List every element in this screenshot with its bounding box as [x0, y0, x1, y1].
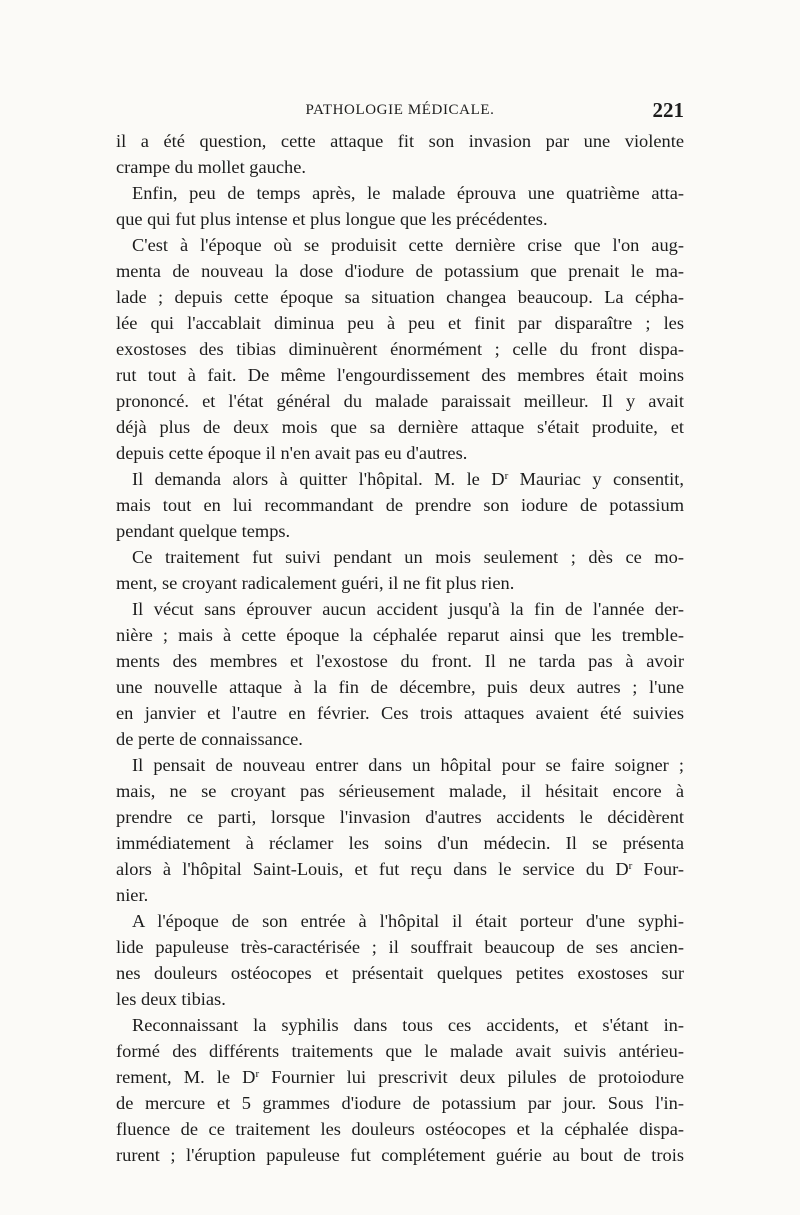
text-line: immédiatement à réclamer les soins d'un médecin. Il se présenta: [116, 833, 684, 853]
text-line: A l'époque de son entrée à l'hôpital il était porteur d'une syphi-: [132, 911, 684, 931]
text-line: de mercure et 5 grammes d'iodure de potassium par jour. Sous l'in-: [116, 1093, 684, 1113]
text-line: nier.: [116, 885, 149, 905]
text-line: nes douleurs ostéocopes et présentait quelques petites exostoses sur: [116, 963, 684, 983]
text-line: prendre ce parti, lorsque l'invasion d'autres accidents le décidèrent: [116, 807, 684, 827]
text-line: C'est à l'époque où se produisit cette dernière crise que l'on aug-: [132, 235, 684, 255]
text-line: Reconnaissant la syphilis dans tous ces accidents, et s'étant in-: [132, 1015, 684, 1035]
text-line: lée qui l'accablait diminua peu à peu et finit par disparaître ; les: [116, 313, 684, 333]
text-line: crampe du mollet gauche.: [116, 157, 306, 177]
text-line: de perte de connaissance.: [116, 729, 303, 749]
text-line: lade ; depuis cette époque sa situation changea beaucoup. La cépha-: [116, 287, 684, 307]
text-line: Il pensait de nouveau entrer dans un hôpital pour se faire soigner ;: [132, 755, 684, 775]
text-line: rurent ; l'éruption papuleuse fut complétement guérie au bout de trois: [116, 1145, 684, 1165]
page-number: 221: [652, 98, 684, 122]
text-line: que qui fut plus intense et plus longue que les précédentes.: [116, 209, 548, 229]
text-line: ment, se croyant radicalement guéri, il ne fit plus rien.: [116, 573, 515, 593]
text-line: pendant quelque temps.: [116, 521, 291, 541]
text-line: mais tout en lui recommandant de prendre son iodure de potassium: [116, 495, 684, 515]
text-line: menta de nouveau la dose d'iodure de potassium que prenait le ma-: [116, 261, 684, 281]
text-line: en janvier et l'autre en février. Ces trois attaques avaient été suivies: [116, 703, 684, 723]
text-line: ments des membres et l'exostose du front. Il ne tarda pas à avoir: [116, 651, 684, 671]
text-line: rut tout à fait. De même l'engourdissement des membres était moins: [116, 365, 684, 385]
running-title: PATHOLOGIE MÉDICALE.: [305, 102, 495, 118]
text-line: depuis cette époque il n'en avait pas eu d'autres.: [116, 443, 468, 463]
text-line: une nouvelle attaque à la fin de décembre, puis deux autres ; l'une: [116, 677, 684, 697]
text-line: fluence de ce traitement les douleurs ostéocopes et la céphalée dispa-: [116, 1119, 684, 1139]
text-line: les deux tibias.: [116, 989, 226, 1009]
page-header: [116, 98, 684, 128]
body-text: [116, 128, 684, 1168]
text-line: Enfin, peu de temps après, le malade éprouva une quatrième atta-: [132, 183, 684, 203]
text-line: déjà plus de deux mois que sa dernière attaque s'était produite, et: [116, 417, 684, 437]
text-line: formé des différents traitements que le malade avait suivis antérieu-: [116, 1041, 684, 1061]
text-line: mais, ne se croyant pas sérieusement malade, il hésitait encore à: [116, 781, 684, 801]
text-line: il a été question, cette attaque fit son invasion par une violente: [116, 131, 684, 151]
text-line: lide papuleuse très-caractérisée ; il souffrait beaucoup de ses ancien-: [116, 937, 684, 957]
text-line: prononcé. et l'état général du malade paraissait meilleur. Il y avait: [116, 391, 684, 411]
text-line: Il demanda alors à quitter l'hôpital. M. le $D^r$ Mauriac y consentit,: [132, 469, 684, 489]
text-line: Il vécut sans éprouver aucun accident jusqu'à la fin de l'année der-: [132, 599, 684, 619]
text-line: Ce traitement fut suivi pendant un mois seulement ; dès ce mo-: [132, 547, 684, 567]
text-line: nière ; mais à cette époque la céphalée reparut ainsi que les tremble-: [116, 625, 684, 645]
text-line: alors à l'hôpital Saint-Louis, et fut reçu dans le service du $D^r$ Four-: [116, 859, 684, 879]
text-line: exostoses des tibias diminuèrent énormément ; celle du front dispa-: [116, 339, 684, 359]
text-line: rement, M. le $D^r$ Fournier lui prescrivit deux pilules de protoiodure: [116, 1067, 684, 1087]
